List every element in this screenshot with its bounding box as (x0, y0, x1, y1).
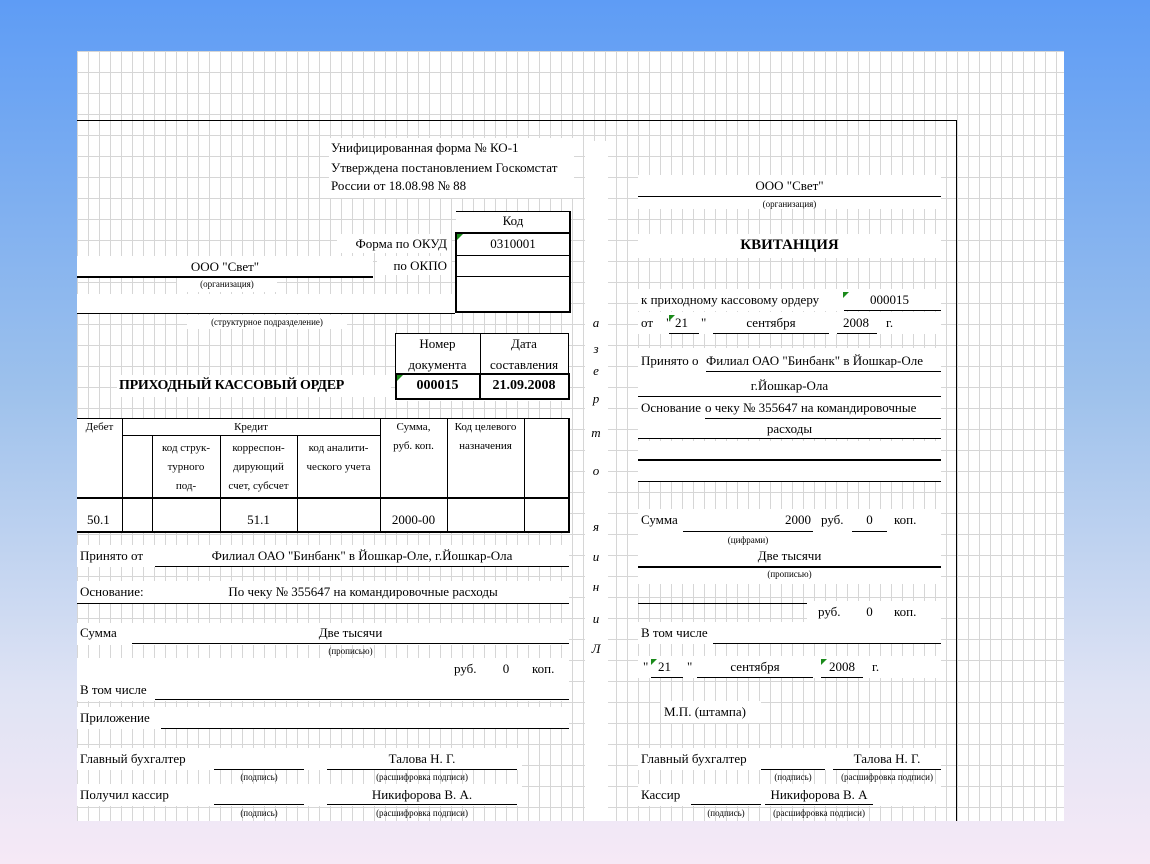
cut-line-char: з (593, 341, 599, 356)
subdivision-caption: (структурное подразделение) (211, 317, 323, 327)
chief-accountant-name: Талова Н. Г. (388, 751, 456, 766)
cashier-sign-line (214, 804, 304, 805)
code-grid-line (455, 276, 571, 277)
receipt-including-underline (713, 643, 941, 644)
code-grid-line (455, 255, 571, 256)
receipt-sum-digits: 2000 (785, 512, 811, 527)
day-underline (669, 333, 699, 334)
sub1-header-3: под- (175, 480, 197, 492)
frame-top-line (77, 120, 957, 121)
year-underline (837, 333, 877, 334)
receipt-kop-underline (852, 531, 887, 532)
code-box-right (569, 211, 571, 313)
sum-underline (132, 643, 569, 644)
doc-number-header-2: документа (408, 357, 467, 372)
receipt-sum-underline (683, 531, 813, 532)
doc-date: 21.09.2008 (492, 378, 556, 393)
cut-line-char: о (592, 463, 600, 478)
cut-line-char: и (592, 611, 600, 626)
number-date-bottom (395, 398, 570, 400)
attachment-underline (161, 728, 569, 729)
sum-words: Две тысячи (318, 625, 383, 640)
receipt-received-label: Принято о (641, 353, 699, 368)
debit-header: Дебет (85, 421, 114, 433)
receipt-including-label: В том числе (641, 625, 708, 640)
receipt-year: 2008 (843, 315, 869, 330)
receipt-blank-bg (638, 441, 941, 481)
cashier-name-line (327, 804, 517, 805)
cut-line-char: т (591, 425, 601, 440)
receipt-decoding-caption: (расшифровка подписи) (841, 772, 933, 782)
receipt-rub2-value: 0 (866, 604, 873, 619)
sum-header-1: Сумма, (396, 421, 431, 433)
receipt-received-value-2: г.Йошкар-Ола (750, 378, 829, 393)
month2-underline (697, 677, 813, 678)
approval-line-2: Утверждена постановлением Госкомстат (331, 160, 558, 175)
table-col (122, 418, 123, 531)
receipt-basis-value-2: расходы (766, 421, 813, 436)
approval-line-3: России от 18.08.98 № 88 (331, 178, 467, 193)
received-from-value: Филиал ОАО "Бинбанк" в Йошкар-Оле, г.Йошкар-Ола (211, 548, 513, 563)
cut-line-char: Л (591, 641, 601, 656)
receipt-year-2: 2008 (829, 659, 855, 674)
cashier-name: Никифорова В. А. (371, 787, 473, 802)
receipt-day: 21 (675, 315, 688, 330)
code-header: Код (502, 213, 524, 228)
chief-accountant-label: Главный бухгалтер (80, 751, 186, 766)
subdivision-underline (77, 313, 455, 314)
table-line (122, 435, 380, 436)
receipt-title: КВИТАНЦИЯ (740, 237, 839, 253)
basis-underline (77, 603, 569, 604)
receipt-signature-caption: (подпись) (707, 808, 745, 818)
sum-value: 2000-00 (391, 512, 436, 527)
quote-close: " (701, 315, 707, 330)
including-row-bg (77, 679, 569, 701)
receipt-words-caption: (прописью) (767, 569, 812, 579)
credit-header: Кредит (234, 421, 268, 433)
table-col (568, 418, 570, 532)
words-caption: (прописью) (328, 646, 373, 656)
receipt-chief-name-line (833, 769, 941, 770)
subdivision-bg (77, 294, 455, 314)
number-date-top (395, 333, 569, 334)
receipt-cashier-name: Никифорова В. А (770, 787, 868, 802)
org-name: ООО "Свет" (190, 259, 260, 274)
receipt-received-underline (706, 371, 941, 372)
from-label: от (641, 315, 654, 330)
doc-date-header-1: Дата (511, 336, 537, 351)
attachment-row-bg (77, 707, 569, 729)
sum-header-2: руб. коп. (393, 440, 434, 452)
account-value: 51.1 (247, 512, 270, 527)
receipt-basis-underline-2 (638, 438, 941, 439)
cut-line-char: я (592, 519, 600, 534)
receipt-cashier-name-line (765, 804, 873, 805)
decoding-caption: (расшифровка подписи) (376, 772, 468, 782)
including-label: В том числе (80, 682, 147, 697)
doc-number: 000015 (416, 378, 459, 393)
sub1-header-1: код струк- (161, 442, 210, 454)
receipt-basis-value: о чеку № 355647 на командировочные (705, 400, 917, 415)
sub1-header-2: турного (167, 461, 205, 473)
received-underline (155, 566, 569, 567)
receipt-month: сентября (746, 315, 796, 330)
receipt-kop2-label: коп. (894, 604, 917, 619)
cell-marker-icon (821, 659, 827, 665)
doc-number-header-1: Номер (419, 336, 456, 351)
sub3-header-2: ческого учета (306, 461, 371, 473)
receipt-kop-label: коп. (894, 512, 917, 527)
approval-line-1: Унифицированная форма № КО-1 (331, 140, 519, 155)
receipt-cashier-sign-line (691, 804, 761, 805)
day2-underline (651, 677, 683, 678)
receipt-blank-line (638, 481, 941, 482)
debit-value: 50.1 (87, 512, 110, 527)
receipt-day-2: 21 (658, 659, 671, 674)
org-caption: (организация) (200, 279, 254, 289)
cell-marker-icon (651, 659, 657, 665)
receipt-rub-label: руб. (821, 512, 844, 527)
cut-line-strip (585, 141, 608, 821)
receipt-basis-underline (705, 418, 941, 419)
signature-caption: (подпись) (240, 772, 278, 782)
order-number: 000015 (870, 292, 909, 307)
receipt-decoding-caption: (расшифровка подписи) (773, 808, 865, 818)
received-from-label: Принято от (80, 548, 144, 563)
receipt-cashier-label: Кассир (641, 787, 681, 802)
receipt-blank-line (638, 459, 941, 461)
receipt-rub2-label: руб. (818, 604, 841, 619)
number-date-split (395, 373, 570, 375)
year-suffix-2: г. (872, 659, 880, 674)
okud-label: Форма по ОКУД (355, 236, 447, 251)
cut-line-char: н (592, 579, 600, 594)
basis-label: Основание: (80, 584, 144, 599)
cut-line-char: е (593, 363, 599, 378)
table-line (77, 531, 570, 533)
receipt-kop-value: 0 (866, 512, 873, 527)
order-number-underline (844, 310, 941, 311)
number-date-right (568, 333, 569, 373)
rub-value: 0 (502, 661, 510, 676)
table-col (524, 418, 525, 531)
receipt-signature-caption: (подпись) (774, 772, 812, 782)
receipt-chief-sign-line (761, 769, 825, 770)
number-date-right-b (568, 373, 570, 399)
cell-marker-icon (843, 292, 849, 298)
code-box-top (456, 211, 570, 212)
code-box-bottom (455, 311, 571, 313)
signature-caption: (подпись) (240, 808, 278, 818)
receipt-month-2: сентября (730, 659, 780, 674)
cut-line-char: р (592, 391, 600, 406)
order-title: ПРИХОДНЫЙ КАССОВЫЙ ОРДЕР (119, 378, 344, 393)
receipt-chief-label: Главный бухгалтер (641, 751, 747, 766)
sub2-header-3: счет, субсчет (228, 480, 289, 492)
receipt-org-name: ООО "Свет" (755, 178, 824, 193)
receipt-sum-label: Сумма (641, 512, 678, 527)
decoding-caption: (расшифровка подписи) (376, 808, 468, 818)
rub-label: руб. (454, 661, 477, 676)
doc-date-header-2: составления (489, 357, 559, 372)
code-grid-line (455, 232, 571, 234)
including-underline (155, 699, 569, 700)
frame-right-line (956, 120, 957, 821)
okud-value: 0310001 (490, 236, 536, 251)
okpo-label: по ОКПО (393, 258, 447, 273)
table-line (77, 497, 570, 499)
quote-open-2: " (643, 659, 649, 674)
spreadsheet-sheet (77, 51, 1064, 821)
cut-line-char: и (592, 549, 600, 564)
table-line (77, 418, 569, 419)
order-label: к приходному кассовому ордеру (641, 292, 820, 307)
basis-value: По чеку № 355647 на командировочные расходы (228, 584, 498, 599)
table-col (447, 418, 448, 531)
attachment-label: Приложение (80, 710, 150, 725)
stamp-label: М.П. (штампа) (664, 704, 746, 719)
year-suffix: г. (886, 315, 894, 330)
receipt-chief-name: Талова Н. Г. (853, 751, 921, 766)
month-underline (713, 333, 829, 334)
sub3-header-1: код аналити- (308, 442, 369, 454)
receipt-basis-label: Основание (641, 400, 702, 415)
quote-close-2: " (687, 659, 693, 674)
receipt-words-underline (638, 566, 941, 568)
purpose-header-2: назначения (459, 440, 512, 452)
receipt-received-value: Филиал ОАО "Бинбанк" в Йошкар-Оле (706, 353, 923, 368)
sub2-header-2: дирующий (233, 461, 284, 473)
cashier-label: Получил кассир (80, 787, 169, 802)
purpose-header-1: Код целевого (454, 421, 517, 433)
receipt-digits-caption: (цифрами) (727, 535, 769, 545)
year2-underline (821, 677, 863, 678)
quote-open: " (666, 315, 672, 330)
sum-label: Сумма (80, 625, 117, 640)
cut-line-char: а (592, 315, 600, 330)
chief-name-line (327, 769, 517, 770)
receipt-org-caption: (организация) (762, 199, 817, 209)
sub2-header-1: корреспон- (232, 442, 285, 454)
receipt-sum-words: Две тысячи (757, 548, 822, 563)
chief-sign-line (214, 769, 304, 770)
receipt-org-underline (638, 196, 941, 197)
kop-label: коп. (532, 661, 555, 676)
